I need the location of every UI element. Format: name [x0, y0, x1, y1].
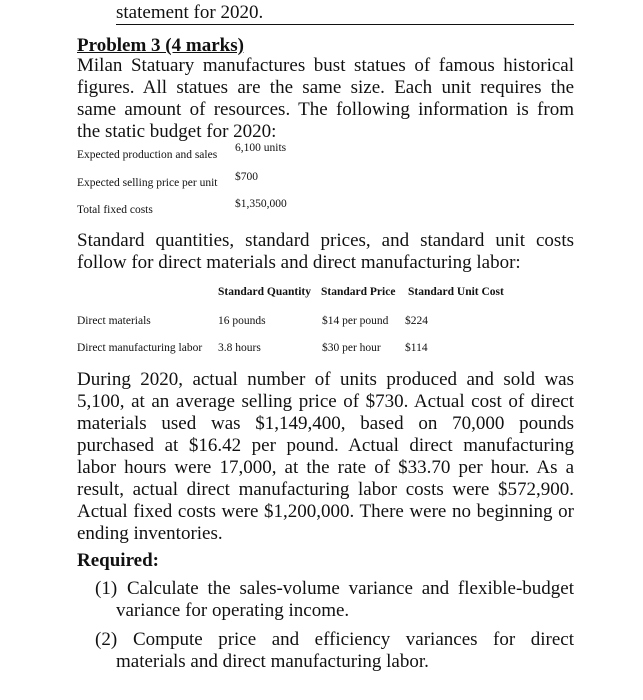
item-number: (1) — [95, 578, 118, 599]
problem-title: Problem 3 (4 marks) — [77, 35, 244, 56]
text-line: Calculate the sales-volume variance and flexible-budget — [127, 578, 574, 599]
cell: $224 — [405, 315, 428, 327]
budget-value: 6,100 units — [235, 142, 287, 154]
text-line: Compute price and efficiency variances for direct — [133, 629, 574, 650]
text-line: variance for operating income. — [116, 600, 350, 621]
budget-value: $1,350,000 — [235, 198, 287, 210]
text-line: materials used was $1,149,400, based on 70,000 pounds — [77, 413, 574, 434]
text-line: Actual fixed costs were $1,200,000. There were no beginning or — [77, 501, 574, 522]
text-line: 5,100, at an average selling price of $730. Actual cost of direct — [77, 391, 574, 412]
text-line: same amount of resources. The following information is from — [77, 99, 574, 120]
budget-label: Total fixed costs — [77, 204, 153, 216]
budget-value: $700 — [235, 171, 258, 183]
text-line: purchased at $16.42 per pound. Actual direct manufacturing — [77, 435, 574, 456]
row-label: Direct manufacturing labor — [77, 342, 203, 354]
column-header: Standard Quantity — [218, 286, 311, 298]
budget-label: Expected production and sales — [77, 149, 218, 161]
text-line: labor hours were 17,000, at the rate of $33.70 per hour. As a — [77, 457, 574, 478]
cell: 16 pounds — [218, 315, 266, 327]
text-line: ending inventories. — [77, 523, 223, 544]
column-header: Standard Price — [321, 286, 396, 298]
text-line: materials and direct manufacturing labor. — [116, 651, 429, 672]
text-line: Milan Statuary manufactures bust statues of famous historical — [77, 55, 574, 76]
budget-label: Expected selling price per unit — [77, 177, 218, 189]
cell: $114 — [405, 342, 428, 354]
previous-line: statement for 2020. — [116, 2, 574, 25]
text-line: Standard quantities, standard prices, and standard unit costs — [77, 230, 574, 251]
row-label: Direct materials — [77, 315, 151, 327]
cell: $30 per hour — [322, 342, 381, 354]
cell: $14 per pound — [322, 315, 389, 327]
text-line: figures. All statues are the same size. Each unit requires the — [77, 77, 574, 98]
item-number: (2) — [95, 629, 118, 650]
text-line: result, actual direct manufacturing labor costs were $572,900. — [77, 479, 574, 500]
required-heading: Required: — [77, 550, 159, 571]
column-header: Standard Unit Cost — [408, 286, 504, 298]
text-line: the static budget for 2020: — [77, 121, 277, 142]
text-line: During 2020, actual number of units produced and sold was — [77, 369, 574, 390]
cell: 3.8 hours — [218, 342, 261, 354]
text-line: follow for direct materials and direct manufacturing labor: — [77, 252, 521, 273]
